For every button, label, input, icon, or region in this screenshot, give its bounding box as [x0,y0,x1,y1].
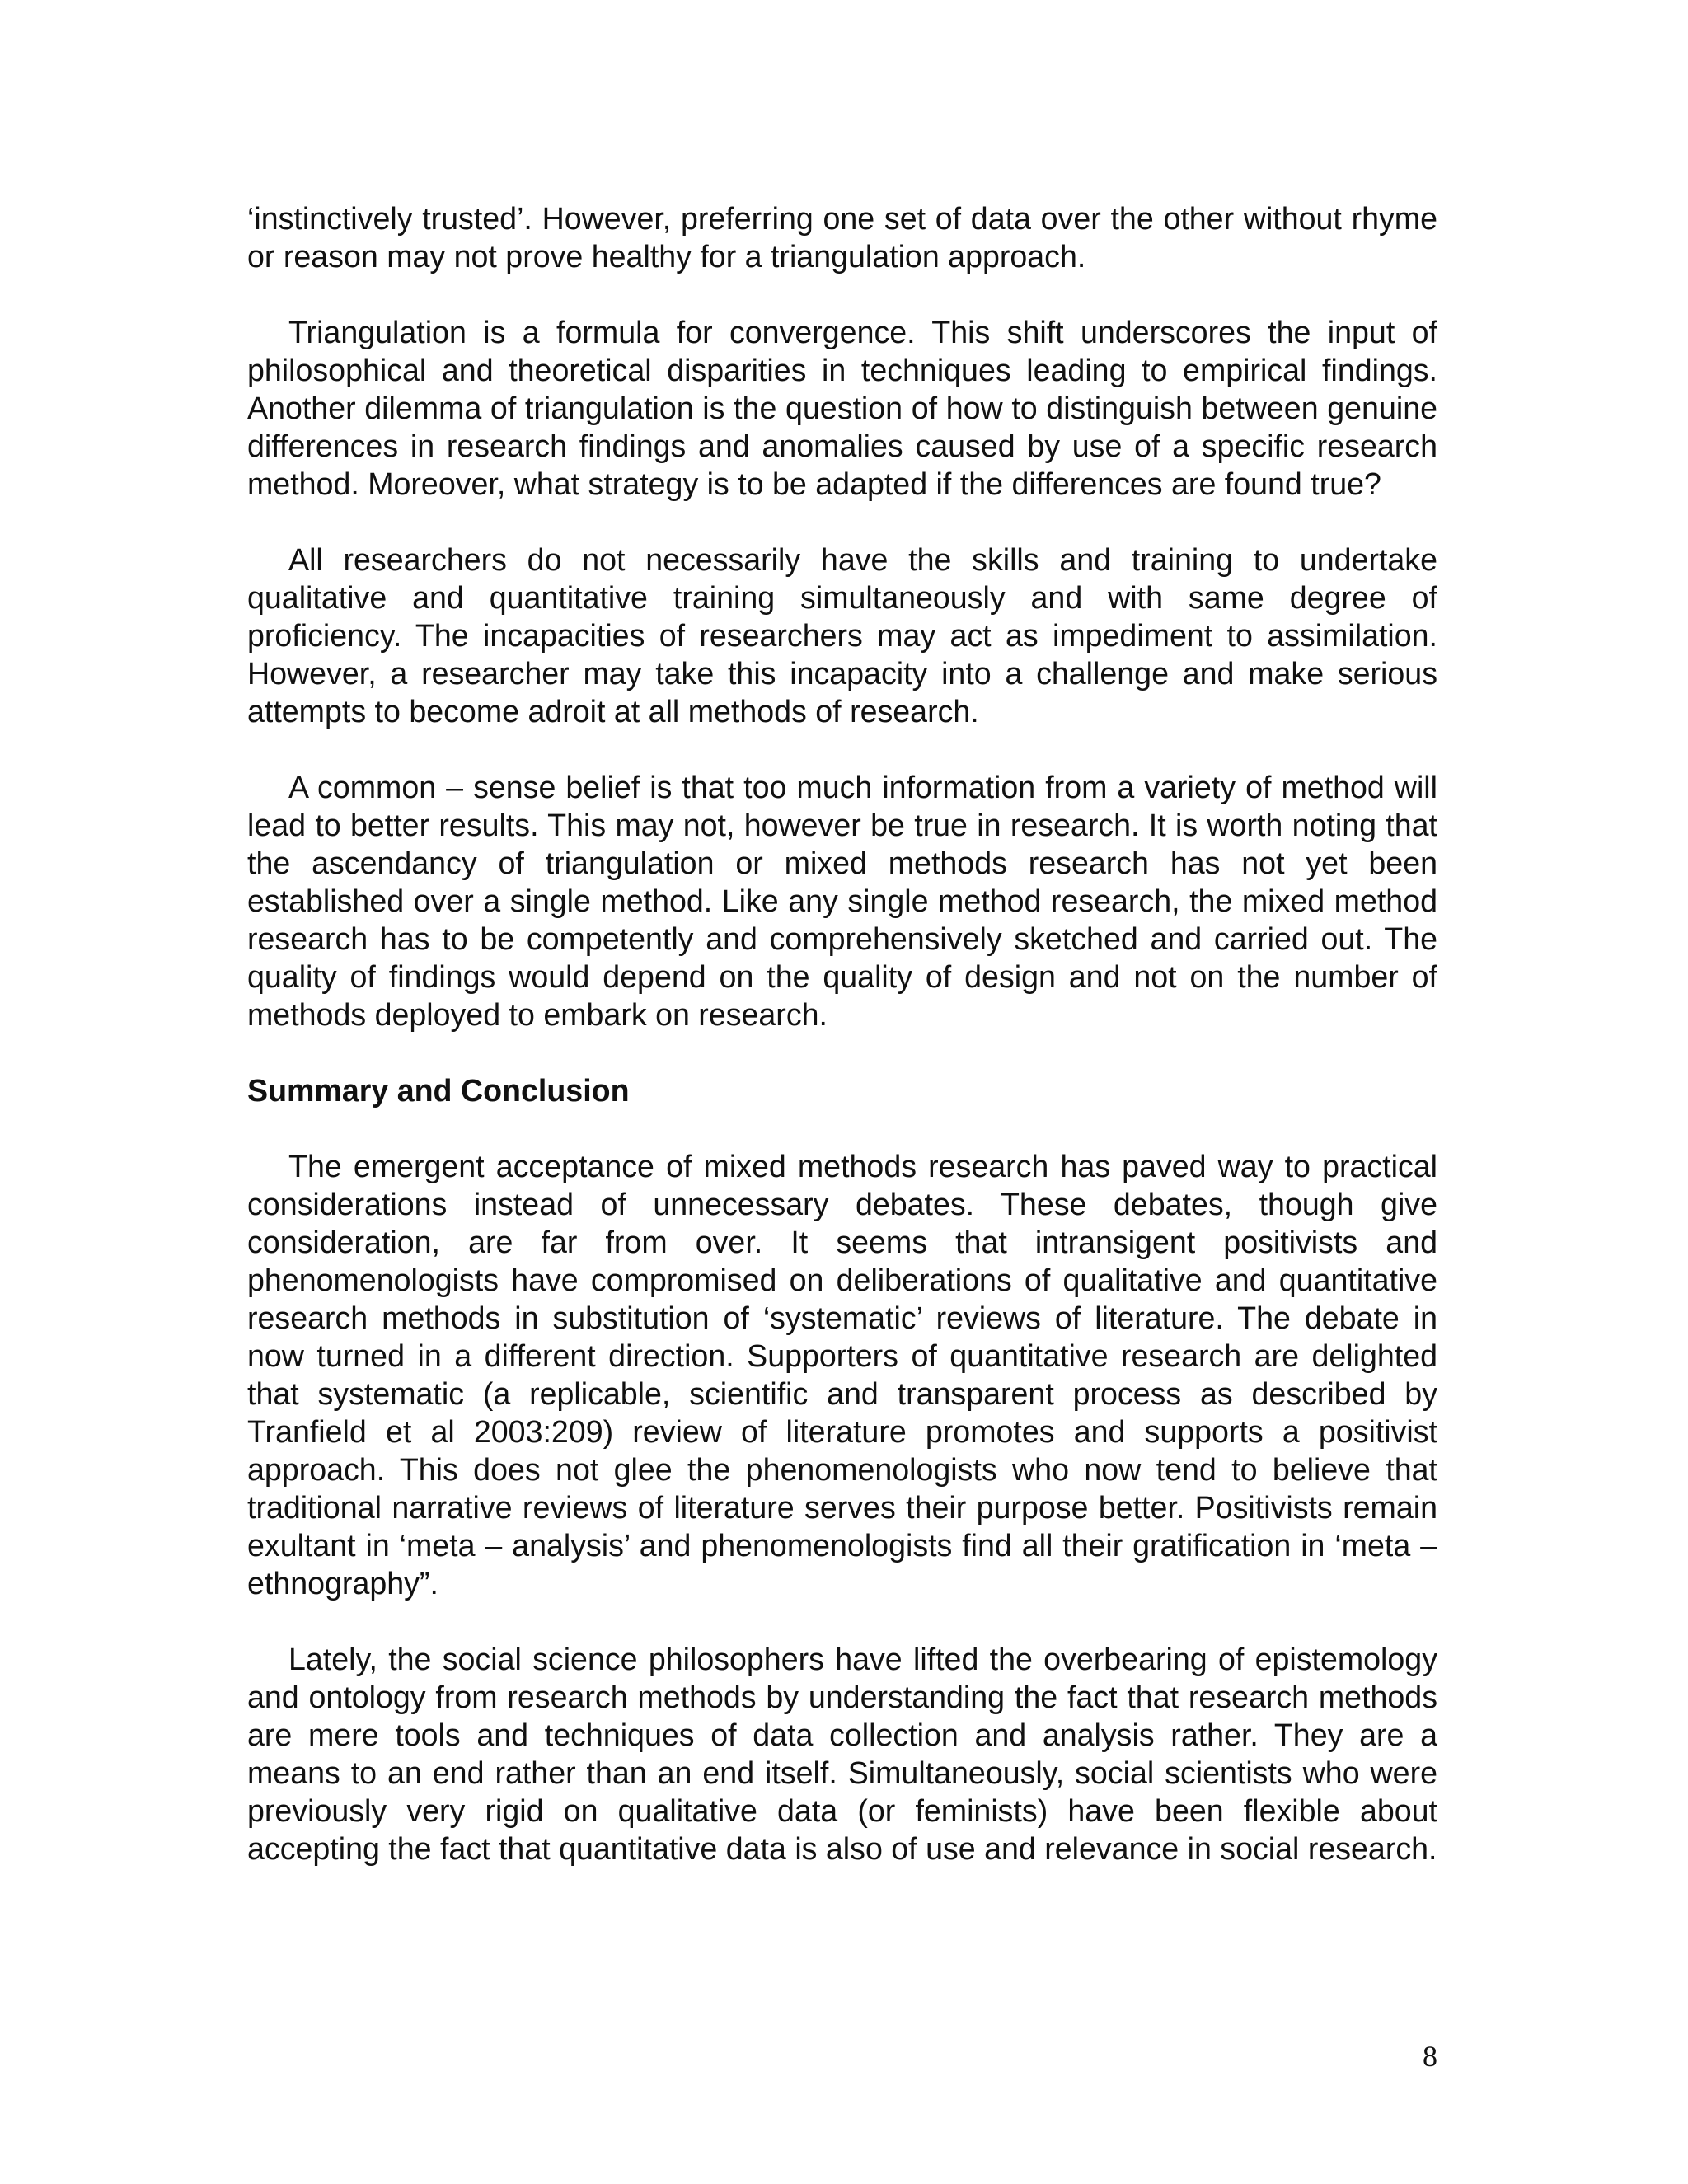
paragraph-continued-triangulation-trust: ‘instinctively trusted’. However, preferring one set of data over the other without rhyme or reason may not prove healthy for a triangulation approach. [247,201,1437,274]
paragraph-social-science-philosophers: Lately, the social science philosophers have lifted the overbearing of epistemology and ontology from research methods by understanding the fact that research methods are mere tools and techniques of data collection and analysis rather. They are a means to an end rather than an end itself. Simultaneously, social scientists who were previously very rigid on qualitative data (or feminists) have been flexible about accepting the fact that quantitative data is also of use and relevance in social research. [247,1642,1437,1866]
section-heading-summary-conclusion: Summary and Conclusion [247,1073,630,1108]
page-number: 8 [1423,2040,1437,2073]
document-page [247,199,1437,1905]
paragraph-researcher-skills: All researchers do not necessarily have the skills and training to undertake qualitative and quantitative training simultaneously and with same degree of proficiency. The incapacities of researchers may act as impediment to assimilation. However, a researcher may take this incapacity into a challenge and make serious attempts to become adroit at all methods of research. [247,542,1437,729]
paragraph-common-sense-belief: A common – sense belief is that too much information from a variety of method will lead to better results. This may not, however be true in research. It is worth noting that the ascendancy of triangulation or mixed methods research has not yet been established over a single method. Like any single method research, the mixed method research has to be competently and comprehensively sketched and carried out. The quality of findings would depend on the quality of design and not on the number of methods deployed to embark on research. [247,770,1437,1032]
paragraph-triangulation-convergence: Triangulation is a formula for convergence. This shift underscores the input of philosophical and theoretical disparities in techniques leading to empirical findings. Another dilemma of triangulation is the question of how to distinguish between genuine differences in research findings and anomalies caused by use of a specific research method. Moreover, what strategy is to be adapted if the differences are found true? [247,315,1437,501]
paragraph-emergent-acceptance: The emergent acceptance of mixed methods research has paved way to practical considerations instead of unnecessary debates. These debates, though give consideration, are far from over. It seems that intransigent positivists and phenomenologists have compromised on deliberations of qualitative and quantitative research methods in substitution of ‘systematic’ reviews of literature. The debate in now turned in a different direction. Supporters of quantitative research are delighted that systematic (a replicable, scientific and transparent process as described by Tranfield et al 2003:209) review of literature promotes and supports a positivist approach. This does not glee the phenomenologists who now tend to believe that traditional narrative reviews of literature serves their purpose better. Positivists remain exultant in ‘meta – analysis’ and phenomenologists find all their gratification in ‘meta – ethnography”. [247,1149,1437,1601]
